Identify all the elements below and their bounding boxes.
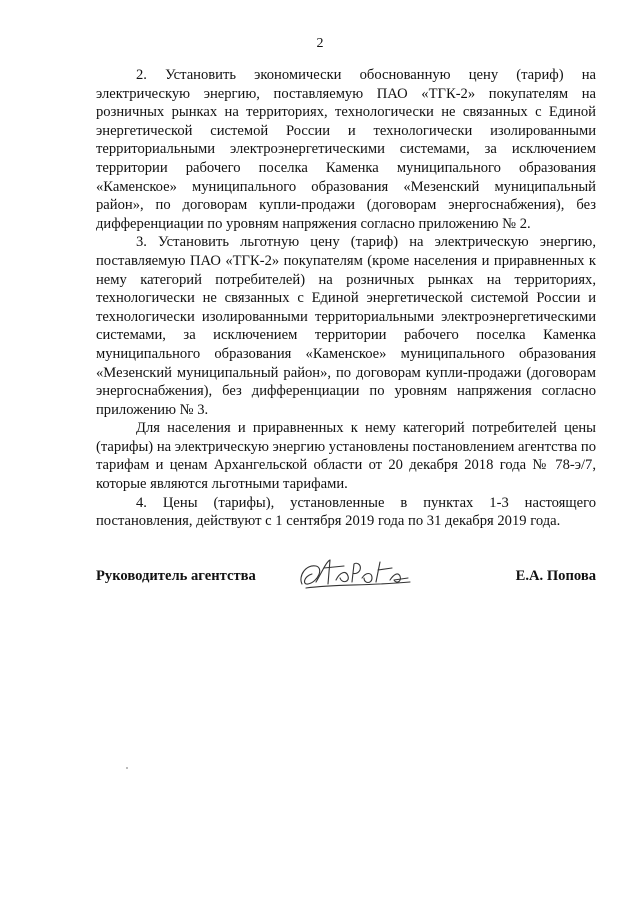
handwritten-signature bbox=[296, 554, 416, 594]
page-number: 2 bbox=[316, 36, 324, 51]
signature-block bbox=[96, 558, 596, 598]
paragraph-population-note: Для населения и приравненных к нему категорий потребителей цены (тарифы) на электрическую энергию установлены постановлением агентства по тарифам и ценам Архангельской области от 20 декабря 2018 года № 78-э/7, которые являются льготными тарифами. bbox=[96, 420, 596, 493]
scan-speck bbox=[126, 767, 128, 769]
signatory-title: Руководитель агентства bbox=[96, 568, 256, 584]
document-body bbox=[96, 66, 596, 531]
signatory-name: Е.А. Попова bbox=[515, 568, 596, 584]
paragraph-item-2: 2. Установить экономически обоснованную цену (тариф) на электрическую энергию, поставляемую ПАО «ТГК-2» покупателям на розничных рынках на территориях, технологически не связанных с Единой энергетической системой России и технологически изолированными территориальными электроэнергетическими системами, за исключением территории рабочего поселка Каменка муниципального образования «Каменское» муниципального образования «Мезенский муниципальный район», по договорам купли-продажи (договорам энергоснабжения), без дифференциации по уровням напряжения согласно приложению № 2. bbox=[96, 67, 596, 232]
paragraph-item-4: 4. Цены (тарифы), установленные в пунктах 1-3 настоящего постановления, действуют с 1 сентября 2019 года по 31 декабря 2019 года. bbox=[96, 494, 596, 530]
paragraph-item-3: 3. Установить льготную цену (тариф) на электрическую энергию, поставляемую ПАО «ТГК-2» покупателям (кроме населения и приравненных к нему категорий потребителей) на розничных рынках на территориях, технологически не связанных с Единой энергетической системой России и технологически изолированными территориальными электроэнергетическими системами, за исключением территории рабочего поселка Каменка муниципального образования «Каменское» муниципального образования «Мезенский муниципальный район», по договорам купли-продажи (договорам энергоснабжения), без дифференциации по уровням напряжения согласно приложению № 3. bbox=[96, 234, 596, 418]
